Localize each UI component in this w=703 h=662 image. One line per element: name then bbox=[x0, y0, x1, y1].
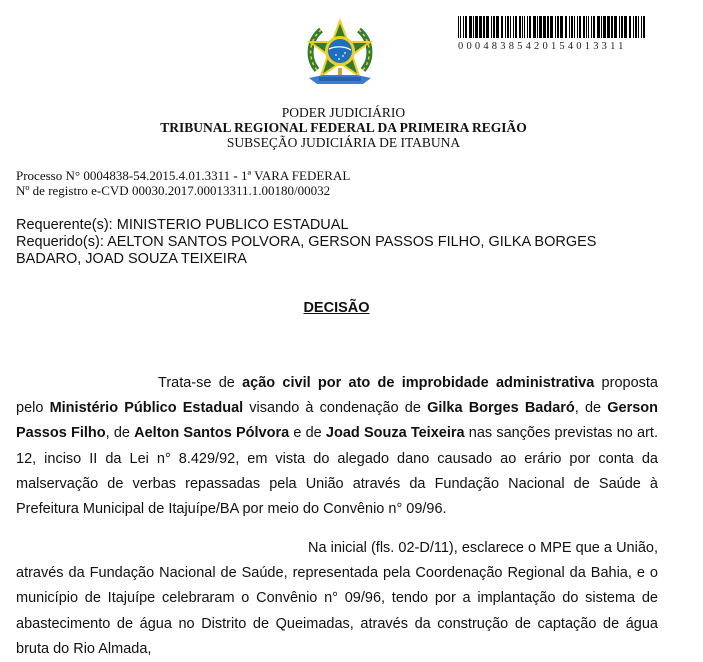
brazil-coat-of-arms-icon bbox=[303, 18, 377, 90]
text-segment: nas sanções previstas no art. 12, inciso II da Lei n° 8.429/92, em vista do alegado dano causado ao erário por conta da malservação de verbas repassadas pela União através da Fundação Nacional de Saúde à Prefeitura Municipal de Itajuípe/BA por meio do Convênio n° 09/96. bbox=[16, 425, 658, 518]
process-number: 0004838-54.2015.4.01.3311 bbox=[83, 168, 231, 183]
bold-segment: Gilka Borges Badaró bbox=[427, 400, 575, 417]
registry-number: Nº de registro e-CVD 00030.2017.00013311.1.00180/00032 bbox=[16, 183, 331, 198]
text-segment: e de bbox=[289, 425, 326, 442]
process-info bbox=[16, 168, 350, 198]
process-label: Processo N° bbox=[16, 168, 84, 183]
process-vara: 1ª VARA FEDERAL bbox=[241, 168, 351, 183]
barcode bbox=[458, 16, 648, 52]
court-header bbox=[0, 105, 703, 150]
document-title: DECISÃO bbox=[303, 300, 370, 316]
header-line-poder: PODER JUDICIÁRIO bbox=[281, 105, 406, 120]
process-number-line bbox=[16, 168, 350, 183]
text-segment: , de bbox=[574, 400, 608, 417]
text-segment: proposta pelo bbox=[16, 375, 658, 417]
paragraph-2-text: Na inicial (fls. 02-D/11), esclarece o MPE que a União, através da Fundação Nacional de Saúde, representada pela Coordenação Regional da Bahia, e o município de Itajuípe celebraram o Convênio n° 09/96, tendo por a implantação do sistema de abastecimento de água no Distrito de Queimadas, através da construção de captação de água bruta do Rio Almada, bbox=[16, 540, 658, 657]
text-segment: , de bbox=[105, 425, 135, 442]
bold-segment: Aelton Santos Pólvora bbox=[134, 425, 290, 442]
text-segment: Trata-se de bbox=[158, 375, 243, 391]
process-separator: - bbox=[230, 168, 242, 183]
requerido: Requerido(s): AELTON SANTOS POLVORA, GERSON PASSOS FILHO, GILKA BORGES BADARO, JOAD SOUZA TEIXEIRA bbox=[16, 234, 597, 267]
header-line-subsecao: SUBSEÇÃO JUDICIÁRIA DE ITABUNA bbox=[226, 135, 461, 150]
requerente: Requerente(s): MINISTERIO PUBLICO ESTADUAL bbox=[16, 217, 349, 233]
bold-segment: Joad Souza Teixeira bbox=[325, 425, 465, 442]
paragraph-2 bbox=[16, 536, 658, 662]
paragraph-1 bbox=[16, 371, 658, 522]
barcode-bars bbox=[458, 16, 648, 38]
parties bbox=[16, 217, 656, 268]
bold-segment: ação civil por ato de improbidade administrativa bbox=[242, 375, 595, 391]
bold-segment: Gerson Passos Filho bbox=[16, 400, 659, 442]
bold-segment: Ministério Público Estadual bbox=[49, 400, 244, 417]
text-segment: visando à condenação de bbox=[243, 400, 428, 417]
barcode-number: 00048385420154013311 bbox=[458, 41, 627, 52]
header-line-tribunal: TRIBUNAL REGIONAL FEDERAL DA PRIMEIRA REGIÃO bbox=[160, 120, 527, 135]
